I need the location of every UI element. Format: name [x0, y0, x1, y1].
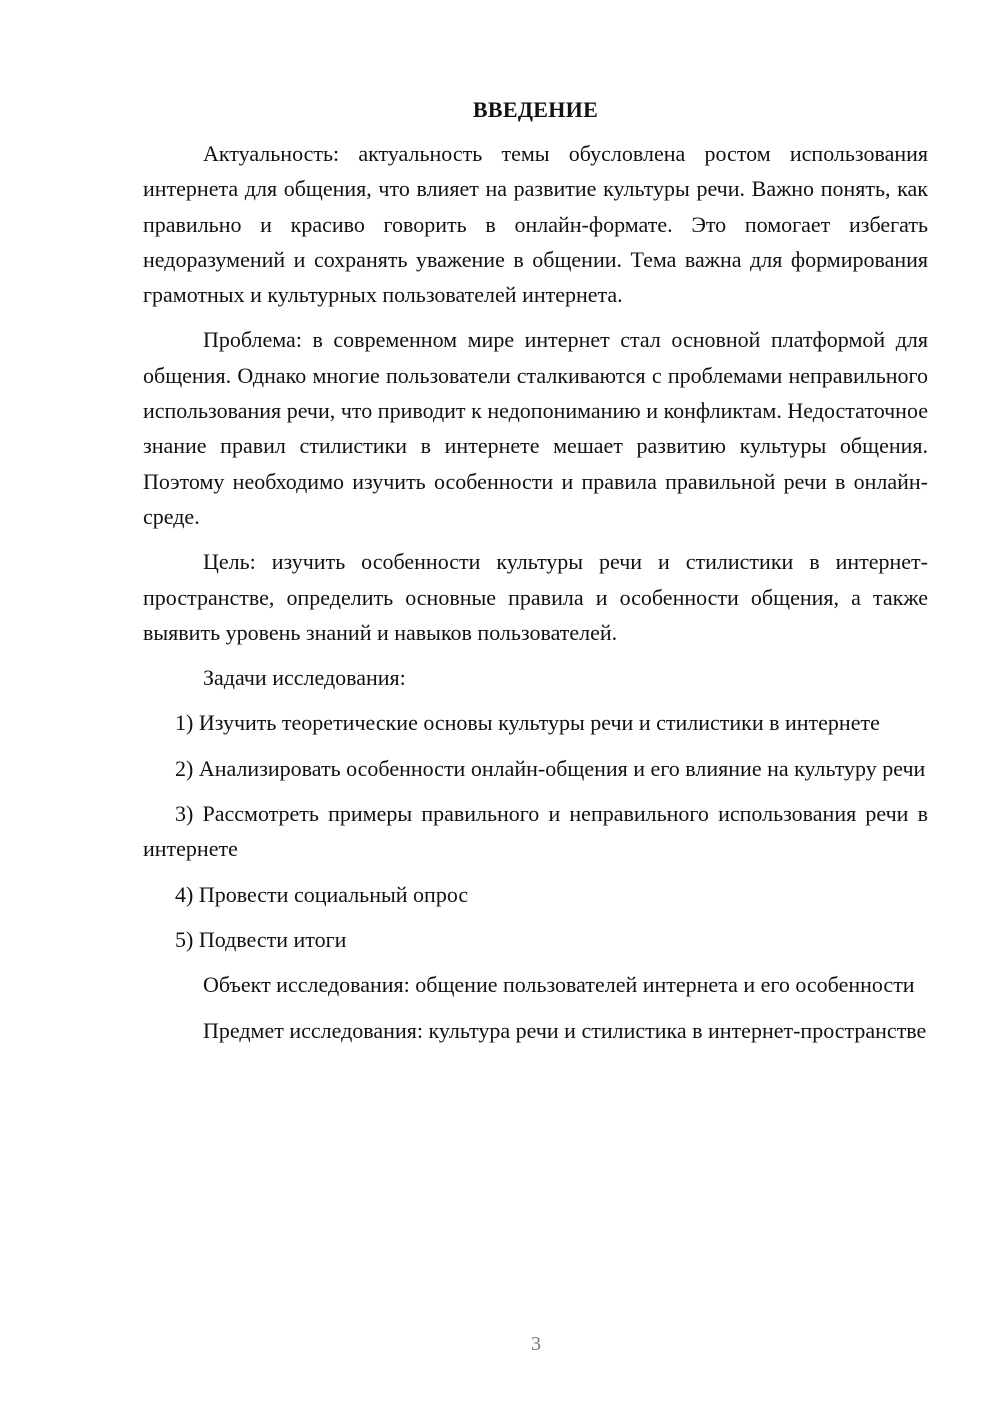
task-item-5: 5) Подвести итоги	[175, 926, 347, 952]
document-page	[143, 94, 928, 1058]
task-item-2: 2) Анализировать особенности онлайн-общения и его влияние на культуру речи	[175, 755, 926, 781]
goal-paragraph: Цель: изучить особенности культуры речи и стилистики в интернет-пространстве, определить основные правила и особенности общения, а также выявить уровень знаний и навыков пользователей.	[143, 549, 928, 645]
problem-paragraph: Проблема: в современном мире интернет стал основной платформой для общения. Однако многие пользователи сталкиваются с проблемами неправильного использования речи, что приводит к недопониманию и конфликтам. Недостаточное знание правил стилистики в интернете мешает развитию культуры общения. Поэтому необходимо изучить особенности и правила правильной речи в онлайн-среде.	[143, 327, 928, 529]
tasks-title: Задачи исследования:	[203, 665, 406, 691]
task-item-3: 3) Рассмотреть примеры правильного и неправильного использования речи в интернете	[143, 801, 928, 862]
section-heading: ВВЕДЕНИЕ	[472, 97, 599, 122]
subject-paragraph: Предмет исследования: культура речи и стилистика в интернет-пространстве	[203, 1017, 927, 1043]
task-item-4: 4) Провести социальный опрос	[175, 881, 469, 907]
page-number: 3	[531, 1333, 541, 1355]
relevance-paragraph: Актуальность: актуальность темы обусловлена ростом использования интернета для общения, что влияет на развитие культуры речи. Важно понять, как правильно и красиво говорить в онлайн-формате. Это помогает избегать недоразумений и сохранять уважение в общении. Тема важна для формирования грамотных и культурных пользователей интернета.	[143, 141, 928, 308]
task-item-1: 1) Изучить теоретические основы культуры речи и стилистики в интернете	[175, 710, 880, 736]
object-paragraph: Объект исследования: общение пользователей интернета и его особенности	[203, 972, 915, 998]
